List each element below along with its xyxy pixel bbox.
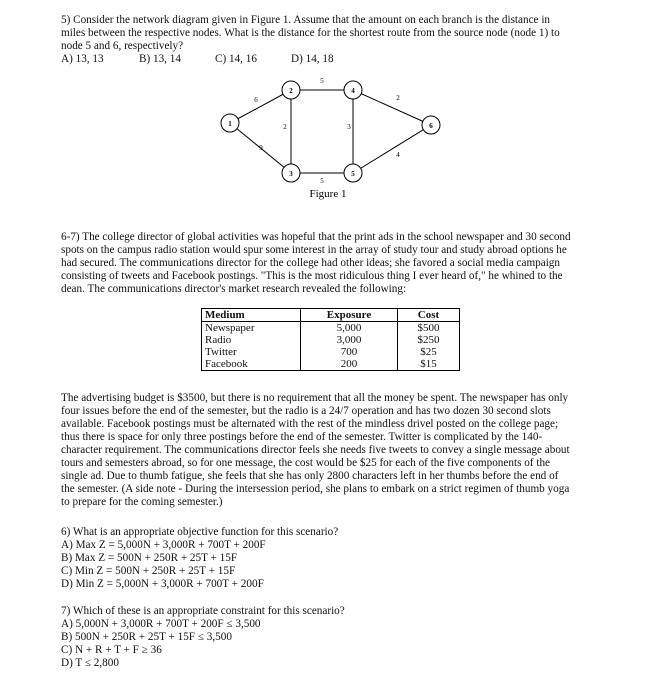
scenario-body: [61, 392, 601, 509]
cell-medium: Newspaper: [202, 322, 301, 335]
body-line: available. Facebook postings must be alternated with the rest of the mindless drivel posted on the college page;: [61, 418, 559, 430]
q67-intro-line: spots on the campus radio station would spur some interest in the array of study tour and study abroad options he: [61, 244, 567, 256]
q67-intro-line: consisting of tweets and Facebook postings. "This is the most ridiculous thing I ever heard of," he whined to the: [61, 270, 563, 282]
edge-4-6: [353, 90, 431, 125]
question-5: [61, 14, 601, 66]
cell-medium: Twitter: [202, 346, 301, 358]
q5-option-a: A) 13, 13: [61, 53, 104, 65]
table-row: [202, 358, 460, 371]
q7-option-a: A) 5,000N + 3,000R + 700T + 200F ≤ 3,500: [61, 618, 261, 630]
header-cost: Cost: [398, 309, 460, 322]
market-research-table: [201, 308, 460, 371]
question-6-7-intro: [61, 231, 601, 296]
node-label-1: 1: [228, 120, 232, 128]
q6-option-b: B) Max Z = 500N + 250R + 25T + 15F: [61, 552, 238, 564]
cell-exposure: 200: [301, 358, 398, 371]
q5-options: [61, 53, 601, 66]
header-medium: Medium: [202, 309, 301, 322]
q6-option-c: C) Min Z = 500N + 250R + 25T + 15F: [61, 565, 236, 577]
edge-weight-2-3: 2: [283, 123, 287, 131]
question-7: [61, 605, 601, 670]
body-line: character requirement. The communications director feels she needs five tweets to convey a single message about: [61, 444, 570, 456]
q67-intro-line: had secured. The communications director for the college had other ideas; she favored a social media campaign: [61, 257, 560, 269]
q7-option-b: B) 500N + 250R + 25T + 15F ≤ 3,500: [61, 631, 232, 643]
q5-option-c: C) 14, 16: [215, 53, 257, 65]
q67-intro-line: 6-7) The college director of global activities was hopeful that the print ads in the school newspaper and 30 second: [61, 231, 571, 243]
table-row: [202, 346, 460, 358]
edge-weight-2-4: 5: [320, 77, 324, 85]
node-label-4: 4: [351, 87, 355, 95]
body-line: the semester. (A side note - During the intersession period, she plans to embark on a strict regimen of thumb yoga: [61, 483, 570, 495]
q5-line: 5) Consider the network diagram given in Figure 1. Assume that the amount on each branch is the distance in: [61, 14, 551, 26]
q6-question: 6) What is an appropriate objective function for this scenario?: [61, 526, 339, 538]
q6-option-d: D) Min Z = 5,000N + 3,000R + 700T + 200F: [61, 578, 264, 590]
edge-weight-5-6: 4: [396, 151, 400, 159]
q67-intro-line: dean. The communications director's market research revealed the following:: [61, 283, 407, 295]
node-label-6: 6: [429, 122, 433, 130]
edge-weight-4-5: 3: [347, 123, 351, 131]
table-row: [202, 322, 460, 335]
cell-exposure: 5,000: [301, 322, 398, 335]
node-label-2: 2: [289, 87, 293, 95]
q6-option-a: A) Max Z = 5,000N + 3,000R + 700T + 200F: [61, 539, 266, 551]
figure-caption: Figure 1: [309, 188, 347, 200]
cell-medium: Facebook: [202, 358, 301, 371]
q5-option-d: D) 14, 18: [291, 53, 334, 65]
q7-question: 7) Which of these is an appropriate constraint for this scenario?: [61, 605, 345, 617]
cell-cost: $25: [398, 346, 460, 358]
network-diagram: [210, 70, 450, 205]
cell-cost: $250: [398, 334, 460, 346]
edge-1-2: [230, 90, 291, 123]
q5-line: node 5 and 6, respectively?: [61, 40, 184, 52]
edge-weight-4-6: 2: [396, 94, 400, 102]
q5-option-b: B) 13, 14: [139, 53, 181, 65]
body-line: The advertising budget is $3500, but there is no requirement that all the money be spent. The newspaper has only: [61, 392, 569, 404]
body-line: tours and semesters abroad, so for one message, the cost would be $25 for each of the five components of the: [61, 457, 550, 469]
node-label-5: 5: [351, 170, 355, 178]
cell-cost: $15: [398, 358, 460, 371]
body-line: thus there is space for only three postings before the end of the semester. Twitter is complicated by the 140-: [61, 431, 543, 443]
cell-medium: Radio: [202, 334, 301, 346]
q7-option-c: C) N + R + T + F ≥ 36: [61, 644, 162, 656]
edge-weight-1-3: 9: [259, 144, 263, 152]
body-line: single ad. Due to thumb fatigue, she feels that she has only 2800 characters left in her thumbs before the end of: [61, 470, 559, 482]
cell-cost: $500: [398, 322, 460, 335]
edge-weight-3-5: 5: [320, 177, 324, 185]
body-line: four issues before the end of the semester, but the radio is a 24/7 operation and has two dozen 30 second slots: [61, 405, 551, 417]
table-row: [202, 334, 460, 346]
q7-option-d: D) T ≤ 2,800: [61, 657, 119, 669]
question-6: [61, 526, 601, 591]
cell-exposure: 3,000: [301, 334, 398, 346]
edge-5-6: [353, 125, 431, 173]
edge-weight-1-2: 6: [254, 96, 258, 104]
table-header-row: [202, 309, 460, 322]
node-label-3: 3: [289, 170, 293, 178]
cell-exposure: 700: [301, 346, 398, 358]
q5-line: miles between the respective nodes. What is the distance for the shortest route from the source node (node 1) to: [61, 27, 560, 39]
header-exposure: Exposure: [301, 309, 398, 322]
body-line: to prepare for the coming semester.): [61, 496, 223, 508]
